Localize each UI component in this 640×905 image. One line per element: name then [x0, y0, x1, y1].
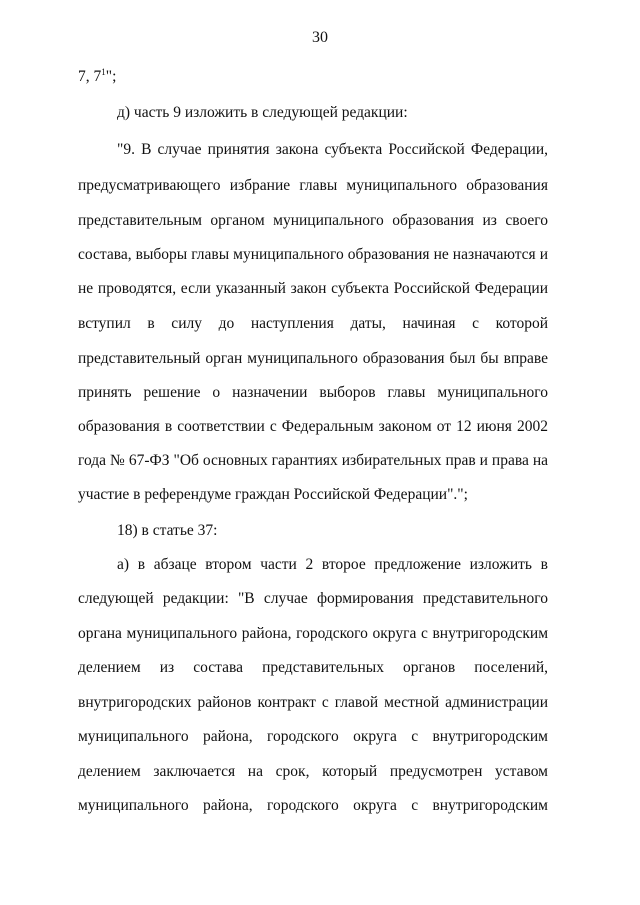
text-line: предусматривающего избрание главы муниципального образования [78, 177, 548, 194]
text-line: а) в абзаце втором части 2 второе предложение изложить в [117, 556, 548, 573]
page-number: 30 [312, 29, 328, 46]
text-line: года № 67-ФЗ "Об основных гарантиях избирательных прав и права на [78, 452, 548, 469]
text-line: д) часть 9 изложить в следующей редакции: [117, 104, 408, 121]
text-line: муниципального района, городского округа с внутригородским [78, 797, 548, 814]
superscript: 1 [101, 67, 106, 77]
text-line: не проводятся, если указанный закон субъекта Российской Федерации [78, 280, 548, 297]
text-line: муниципального района, городского округа с внутригородским [78, 728, 548, 745]
text-line: принять решение о назначении выборов главы муниципального [78, 384, 548, 401]
text-fragment: "; [105, 68, 117, 85]
text-line-continuation [78, 67, 548, 87]
text-line: следующей редакции: "В случае формирования представительного [78, 590, 548, 607]
text-line: 18) в статье 37: [117, 522, 218, 539]
text-line: представительным органом муниципального образования из своего [78, 212, 548, 229]
text-line: участие в референдуме граждан Российской Федерации"."; [78, 486, 468, 503]
text-line: органа муниципального района, городского округа с внутригородским [78, 625, 548, 642]
text-fragment: 7, 7 [78, 68, 102, 85]
text-line: представительный орган муниципального образования был бы вправе [78, 350, 548, 367]
text-line: вступил в силу до наступления даты, начиная с которой [78, 315, 548, 332]
text-line: образования в соответствии с Федеральным законом от 12 июня 2002 [78, 418, 548, 435]
text-line: состава, выборы главы муниципального образования не назначаются и [78, 246, 548, 263]
text-line: делением заключается на срок, который предусмотрен уставом [78, 763, 548, 780]
text-line: внутригородских районов контракт с главой местной администрации [78, 694, 548, 711]
text-line: "9. В случае принятия закона субъекта Российской Федерации, [117, 141, 548, 158]
text-line: делением из состава представительных органов поселений, [78, 659, 548, 676]
